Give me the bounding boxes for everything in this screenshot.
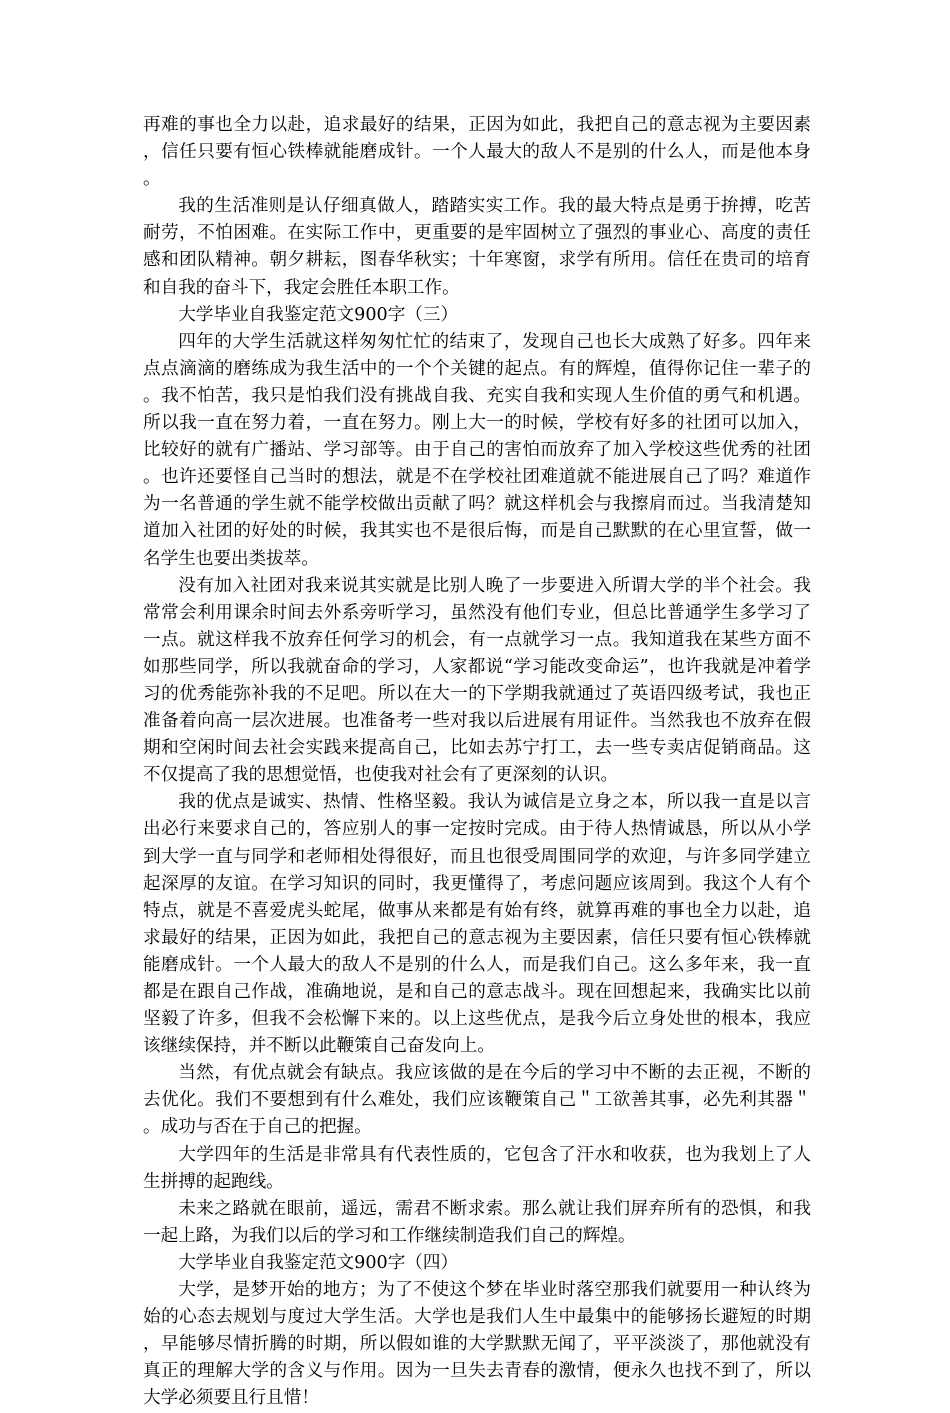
paragraph: 我的优点是诚实、热情、性格坚毅。我认为诚信是立身之本，所以我一直是以言出必行来要求自己的，答应别人的事一定按时完成。由于待人热情诚恳，所以从小学到大学一直与同学和老师相处得很好，而且也很受周围同学的欢迎，与许多同学建立起深厚的友谊。在学习知识的同时，我更懂得了，考虑问题应该周到。我这个人有个特点，就是不喜爱虎头蛇尾，做事从来都是有始有终，就算再难的事也全力以赴，追求最好的结果，正因为如此，我把自己的意志视为主要因素，信任只要有恒心铁棒就能磨成针。一个人最大的敌人不是别的什么人，而是我们自己。这么多年来，我一直都是在跟自己作战，准确地说，是和自己的意志战斗。现在回想起来，我确实比以前坚毅了许多，但我不会松懈下来的。以上这些优点，是我今后立身处世的根本，我应该继续保持，并不断以此鞭策自己奋发向上。 [143,792,811,1057]
document-body [143,112,811,1413]
paragraph: 大学，是梦开始的地方；为了不使这个梦在毕业时落空那我们就要用一种认终为始的心态去规划与度过大学生活。大学也是我们人生中最集中的能够扬长避短的时期，早能够尽情折腾的时期，所以假如谁的大学默默无闻了，平平淡淡了，那他就没有真正的理解大学的含义与作用。因为一旦失去青春的激情，便永久也找不到了，所以大学必须要且行且惜！ [143,1280,811,1409]
paragraph: 当然，有优点就会有缺点。我应该做的是在今后的学习中不断的去正视，不断的去优化。我们不要想到有什么难处，我们应该鞭策自己＂工欲善其事，必先利其器＂。成功与否在于自己的把握。 [143,1063,811,1138]
paragraph: 再难的事也全力以赴，追求最好的结果，正因为如此，我把自己的意志视为主要因素，信任只要有恒心铁棒就能磨成针。一个人最大的敌人不是别的什么人，而是他本身。 [143,115,811,190]
paragraph: 大学四年的生活是非常具有代表性质的，它包含了汗水和收获，也为我划上了人生拼搏的起跑线。 [143,1144,811,1192]
paragraph: 四年的大学生活就这样匆匆忙忙的结束了，发现自己也长大成熟了好多。四年来点点滴滴的磨练成为我生活中的一个个关键的起点。有的辉煌，值得你记住一辈子的。我不怕苦，我只是怕我们没有挑战自我、充实自我和实现人生价值的勇气和机遇。所以我一直在努力着，一直在努力。刚上大一的时候，学校有好多的社团可以加入，比较好的就有广播站、学习部等。由于自己的害怕而放弃了加入学校这些优秀的社团。也许还要怪自己当时的想法，就是不在学校社团难道就不能进展自己了吗？难道作为一名普通的学生就不能学校做出贡献了吗？就这样机会与我擦肩而过。当我清楚知道加入社团的好处的时候，我其实也不是很后悔，而是自己默默的在心里宣誓，做一名学生也要出类拔萃。 [143,331,811,569]
paragraph: 未来之路就在眼前，遥远，需君不断求索。那么就让我们屏弃所有的恐惧，和我一起上路，为我们以后的学习和工作继续制造我们自己的辉煌。 [143,1198,811,1246]
paragraph: 没有加入社团对我来说其实就是比别人晚了一步要进入所谓大学的半个社会。我常常会利用课余时间去外系旁听学习，虽然没有他们专业，但总比普通学生多学习了一点。就这样我不放弃任何学习的机会，有一点就学习一点。我知道我在某些方面不如那些同学，所以我就奋命的学习，人家都说“学习能改变命运”，也许我就是冲着学习的优秀能弥补我的不足吧。所以在大一的下学期我就通过了英语四级考试，我也正准备着向高一层次进展。也准备考一些对我以后进展有用证件。当然我也不放弃在假期和空闲时间去社会实践来提高自己，比如去苏宁打工，去一些专卖店促销商品。这不仅提高了我的思想觉悟，也使我对社会有了更深刻的认识。 [143,575,811,786]
paragraph: 我的生活准则是认仔细真做人，踏踏实实工作。我的最大特点是勇于拚搏，吃苦耐劳，不怕困难。在实际工作中，更重要的是牢固树立了强烈的事业心、高度的责任感和团队精神。朝夕耕耘，图春华秋实；十年寒窗，求学有所用。信任在贵司的培育和自我的奋斗下，我定会胜任本职工作。 [143,196,811,298]
section-heading: 大学毕业自我鉴定范文900字（四） [178,1252,459,1273]
section-heading: 大学毕业自我鉴定范文900字（三） [178,304,459,325]
